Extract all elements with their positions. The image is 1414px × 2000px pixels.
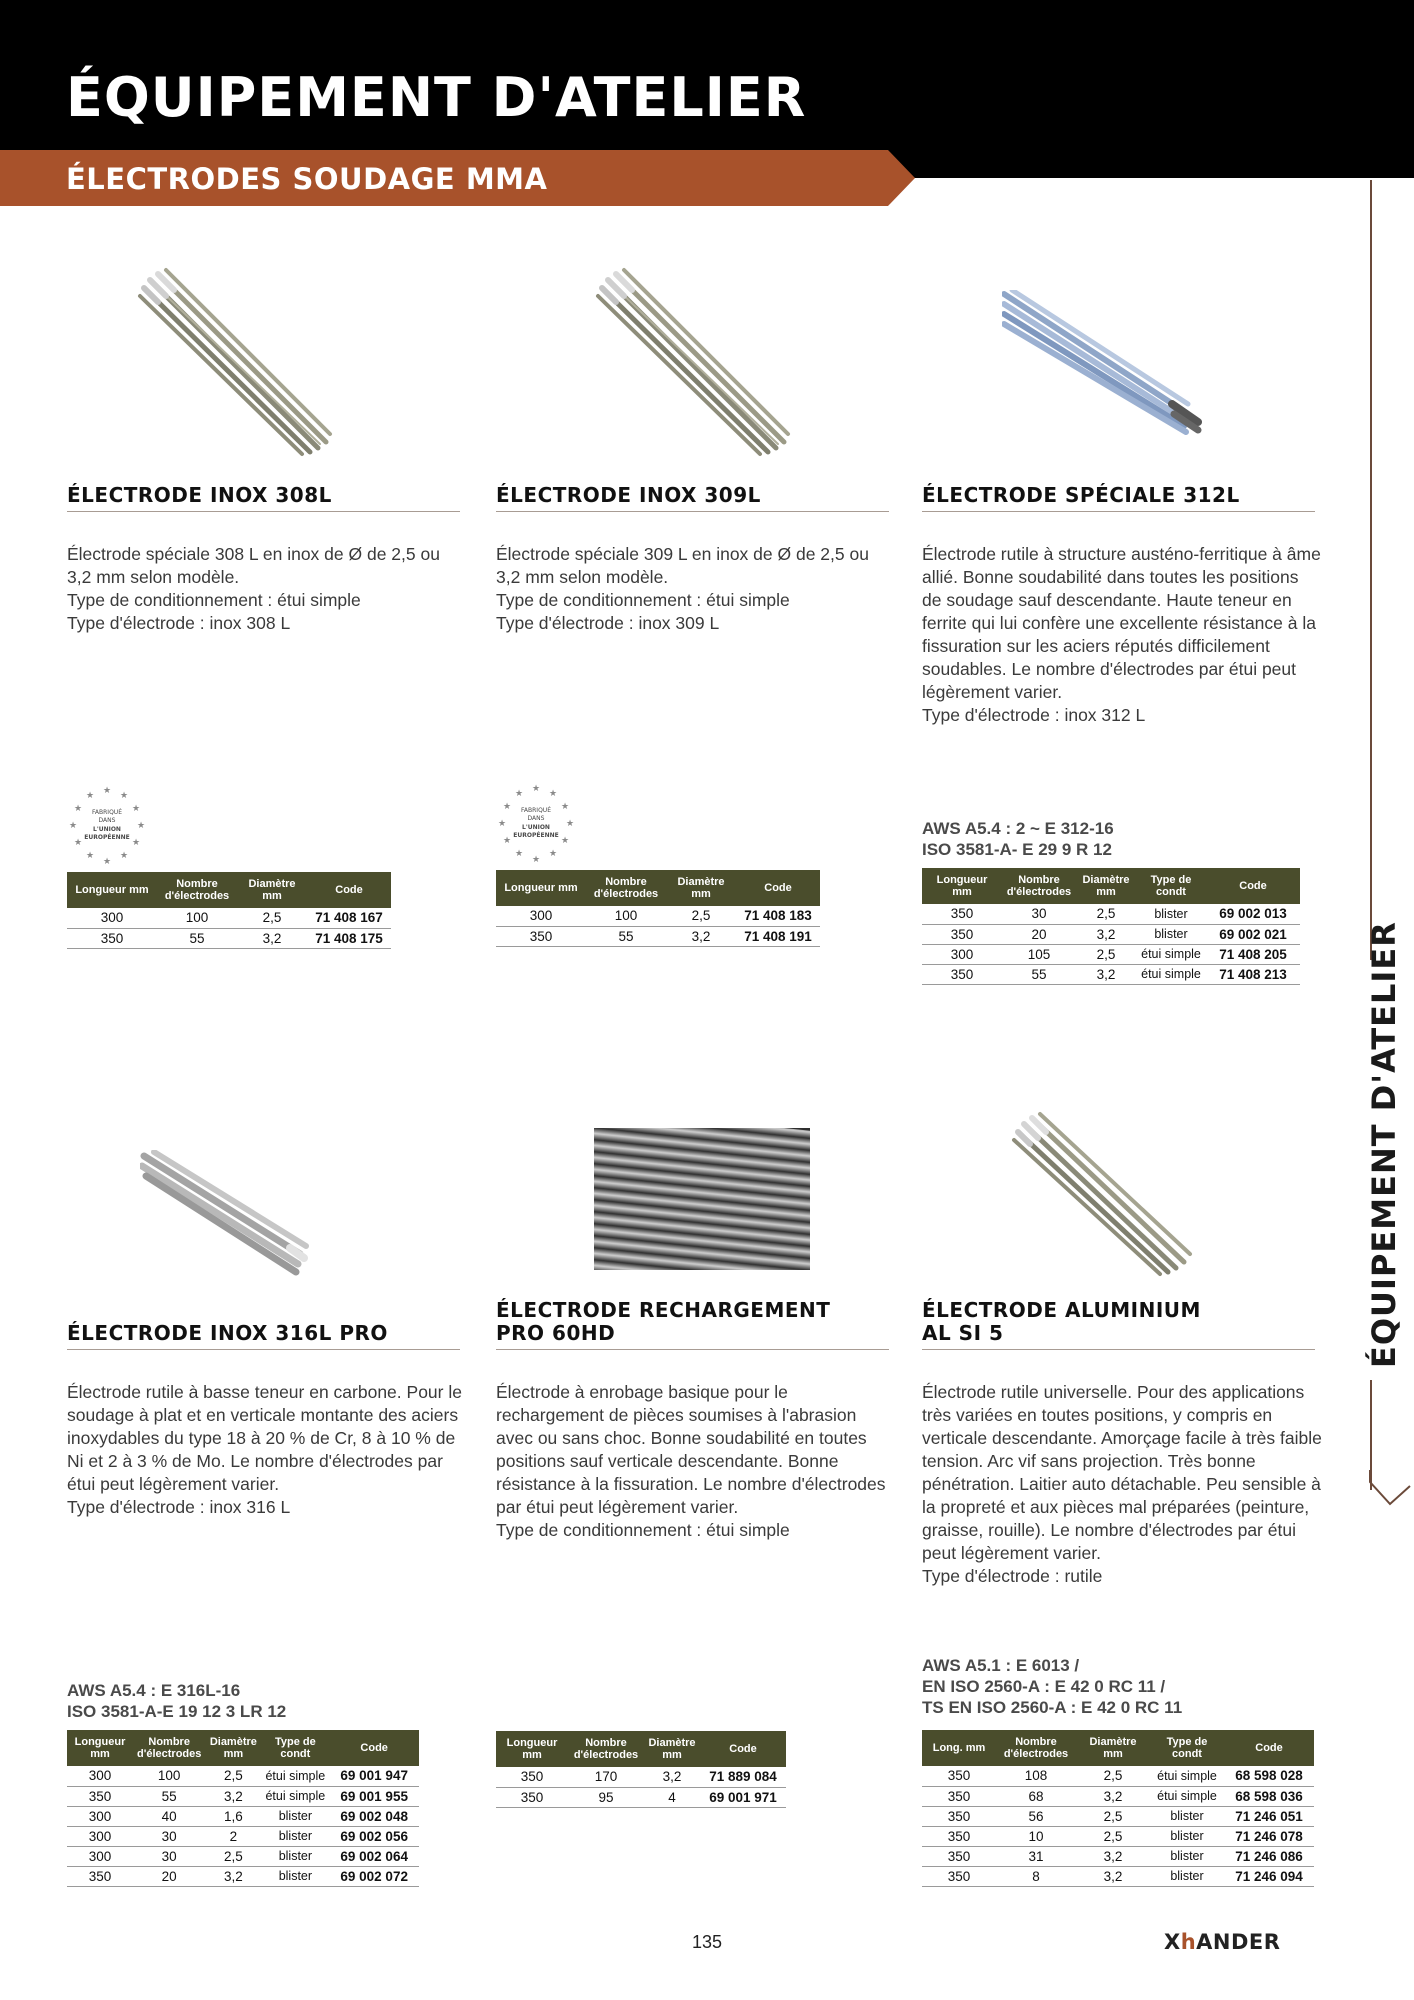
table-cell: 71 246 078: [1224, 1826, 1314, 1846]
table-cell: 2,5: [1076, 1806, 1150, 1826]
norm-references: [922, 818, 1114, 860]
column-header: Nombre d'électrodes: [157, 872, 237, 908]
svg-text:★: ★: [514, 788, 524, 798]
spec-table: [496, 870, 820, 947]
electrode-aluminium-image: [1010, 1108, 1200, 1278]
table-row: [67, 1806, 419, 1826]
table-cell: 2: [205, 1826, 261, 1846]
table-cell: blister: [261, 1846, 329, 1866]
norm-line: AWS A5.4 : E 316L-16: [67, 1681, 241, 1700]
svg-text:★: ★: [68, 820, 78, 830]
table-cell: 300: [67, 1806, 133, 1826]
table-cell: 95: [568, 1787, 644, 1807]
table-cell: 2,5: [1076, 1826, 1150, 1846]
spec-table: [922, 868, 1300, 985]
table-cell: 350: [922, 904, 1002, 924]
description-line: Électrode rutile universelle. Pour des applications très variées en toutes positions, y compris en verticale descendante. Amorçage facile à très faible tension. Arc vif sans projection. Très bonne pénétration. Laitier auto détachable. Peu sensible à la propreté et aux pièces mal préparées (peinture, graisse, rouille). Le nombre d'électrodes par étui peut légèrement varier.: [922, 1382, 1322, 1563]
table-cell: 71 408 191: [736, 926, 820, 946]
column-header: Code: [307, 872, 391, 908]
table-row: [922, 1826, 1314, 1846]
table-cell: étui simple: [261, 1786, 329, 1806]
table-cell: 30: [133, 1846, 205, 1866]
product-description: [496, 1381, 896, 1542]
table-cell: 300: [67, 908, 157, 928]
column-header: Code: [329, 1730, 419, 1766]
badge-text: L'UNION: [522, 824, 550, 831]
table-cell: 8: [996, 1866, 1076, 1886]
badge-text: L'UNION: [93, 826, 121, 833]
table-cell: 71 246 051: [1224, 1806, 1314, 1826]
product-description: [922, 543, 1322, 727]
table-cell: 71 408 167: [307, 908, 391, 928]
column-header: Longueur mm: [67, 1730, 133, 1766]
product-title: ÉLECTRODE RECHARGEMENT PRO 60HD: [496, 1299, 889, 1350]
column-header: Longueur mm: [496, 870, 586, 906]
table-row: [922, 1766, 1314, 1786]
table-cell: 71 408 205: [1206, 944, 1300, 964]
product-title: ÉLECTRODE INOX 316L PRO: [67, 1322, 460, 1350]
description-line: Électrode à enrobage basique pour le rechargement de pièces soumises à l'abrasion avec ou sans choc. Bonne soudabilité en toutes positions sauf verticale descendante. Bonne résistance à la fissuration. Le nombre d'électrodes par étui peut légèrement varier.: [496, 1382, 886, 1517]
table-row: [496, 1787, 786, 1807]
table-row: [67, 1866, 419, 1886]
description-line: Type d'électrode : inox 316 L: [67, 1497, 291, 1517]
column-header: Nombre d'électrodes: [586, 870, 666, 906]
table-cell: blister: [1150, 1806, 1224, 1826]
table-cell: 71 889 084: [700, 1767, 786, 1787]
table-cell: 69 001 947: [329, 1766, 419, 1786]
spec-table: [922, 1730, 1314, 1887]
table-cell: 4: [644, 1787, 700, 1807]
table-cell: 350: [67, 1866, 133, 1886]
norm-line: EN ISO 2560-A : E 42 0 RC 11 /: [922, 1677, 1166, 1696]
table-row: [67, 908, 391, 928]
table-header-row: [922, 868, 1300, 904]
table-cell: 350: [922, 1866, 996, 1886]
table-row: [922, 1866, 1314, 1886]
electrode-rechargement-image: [594, 1128, 810, 1270]
svg-text:★: ★: [85, 850, 95, 860]
side-section-label: ÉQUIPEMENT D'ATELIER: [1365, 921, 1403, 1368]
table-cell: étui simple: [261, 1766, 329, 1786]
norm-line: ISO 3581-A- E 29 9 R 12: [922, 840, 1112, 859]
table-header-row: [67, 1730, 419, 1766]
page-number: 135: [691, 1932, 723, 1952]
table-cell: étui simple: [1136, 944, 1206, 964]
table-cell: 3,2: [205, 1786, 261, 1806]
table-row: [922, 1846, 1314, 1866]
svg-text:★: ★: [565, 818, 575, 828]
table-cell: 69 001 955: [329, 1786, 419, 1806]
table-cell: 1,6: [205, 1806, 261, 1826]
table-cell: 2,5: [1076, 904, 1136, 924]
column-header: Diamètre mm: [1076, 1730, 1150, 1766]
table-cell: 108: [996, 1766, 1076, 1786]
column-header: Long. mm: [922, 1730, 996, 1766]
brand-logo: XhANDER: [1164, 1930, 1281, 1954]
table-cell: 3,2: [666, 926, 736, 946]
table-cell: 3,2: [644, 1767, 700, 1787]
product-description: [67, 1381, 467, 1519]
eu-made-badge: [495, 782, 577, 864]
table-cell: étui simple: [1150, 1766, 1224, 1786]
column-header: Diamètre mm: [237, 872, 307, 908]
column-header: Nombre d'électrodes: [568, 1731, 644, 1767]
table-cell: 3,2: [1076, 964, 1136, 984]
table-cell: 350: [496, 1787, 568, 1807]
table-row: [67, 1846, 419, 1866]
table-cell: 69 002 021: [1206, 924, 1300, 944]
table-cell: 3,2: [1076, 1846, 1150, 1866]
table-header-row: [496, 1731, 786, 1767]
product-description: [496, 543, 896, 635]
badge-text: DANS: [527, 815, 545, 822]
table-cell: 69 002 056: [329, 1826, 419, 1846]
svg-text:★: ★: [548, 848, 558, 858]
badge-text: EUROPÉENNE: [84, 834, 130, 841]
eu-made-badge: [66, 784, 148, 866]
table-cell: 55: [1002, 964, 1076, 984]
table-row: [922, 1786, 1314, 1806]
table-cell: 300: [922, 944, 1002, 964]
table-cell: 71 408 183: [736, 906, 820, 926]
table-cell: 300: [67, 1826, 133, 1846]
chevron-down-icon: [1368, 1468, 1412, 1508]
table-row: [67, 928, 391, 948]
spec-table: [67, 872, 391, 949]
badge-text: FABRIQUÉ: [521, 807, 551, 814]
svg-text:★: ★: [531, 783, 541, 793]
table-cell: blister: [1150, 1826, 1224, 1846]
table-cell: 55: [133, 1786, 205, 1806]
table-cell: 350: [496, 926, 586, 946]
norm-references: [922, 1655, 1182, 1718]
column-header: Diamètre mm: [666, 870, 736, 906]
electrode-309l-image: [588, 258, 798, 458]
table-cell: 20: [133, 1866, 205, 1886]
electrode-312l-image: [1002, 290, 1202, 450]
electrode-316l-image: [140, 1150, 310, 1280]
table-cell: 20: [1002, 924, 1076, 944]
column-header: Code: [700, 1731, 786, 1767]
table-cell: 350: [67, 928, 157, 948]
product-description: [922, 1381, 1322, 1588]
table-cell: 350: [922, 1766, 996, 1786]
column-header: Nombre d'électrodes: [996, 1730, 1076, 1766]
description-line: Type d'électrode : inox 309 L: [496, 613, 720, 633]
svg-text:★: ★: [131, 837, 141, 847]
badge-text: EUROPÉENNE: [513, 832, 559, 839]
svg-text:★: ★: [560, 835, 570, 845]
table-row: [67, 1826, 419, 1846]
table-row: [67, 1766, 419, 1786]
table-cell: 350: [922, 1826, 996, 1846]
table-cell: 350: [922, 964, 1002, 984]
product-title: ÉLECTRODE ALUMINIUM AL SI 5: [922, 1299, 1315, 1350]
table-cell: 2,5: [1076, 944, 1136, 964]
page-title: ÉQUIPEMENT D'ATELIER: [66, 66, 807, 129]
table-cell: 30: [133, 1826, 205, 1846]
column-header: Nombre d'électrodes: [133, 1730, 205, 1766]
table-cell: 350: [922, 924, 1002, 944]
svg-text:★: ★: [119, 850, 129, 860]
table-row: [922, 924, 1300, 944]
column-header: Diamètre mm: [205, 1730, 261, 1766]
svg-text:★: ★: [102, 785, 112, 795]
table-cell: 170: [568, 1767, 644, 1787]
table-cell: 30: [1002, 904, 1076, 924]
table-cell: étui simple: [1150, 1786, 1224, 1806]
table-cell: blister: [261, 1866, 329, 1886]
table-cell: 69 001 971: [700, 1787, 786, 1807]
table-row: [496, 906, 820, 926]
table-row: [922, 1806, 1314, 1826]
table-cell: 300: [67, 1766, 133, 1786]
table-header-row: [496, 870, 820, 906]
table-row: [496, 1767, 786, 1787]
table-row: [496, 926, 820, 946]
table-cell: 3,2: [1076, 1786, 1150, 1806]
svg-text:★: ★: [119, 790, 129, 800]
table-cell: 2,5: [666, 906, 736, 926]
product-title: ÉLECTRODE INOX 308L: [67, 484, 460, 512]
product-description: [67, 543, 467, 635]
table-cell: 350: [67, 1786, 133, 1806]
table-cell: blister: [261, 1826, 329, 1846]
table-cell: 350: [922, 1846, 996, 1866]
table-cell: 100: [157, 908, 237, 928]
table-cell: 350: [496, 1767, 568, 1787]
table-header-row: [922, 1730, 1314, 1766]
column-header: Code: [1206, 868, 1300, 904]
svg-text:★: ★: [502, 801, 512, 811]
table-cell: blister: [1136, 904, 1206, 924]
table-cell: 3,2: [237, 928, 307, 948]
svg-text:★: ★: [531, 854, 541, 864]
table-cell: 300: [67, 1846, 133, 1866]
description-line: Type de conditionnement : étui simple: [496, 590, 790, 610]
table-row: [922, 964, 1300, 984]
table-cell: 105: [1002, 944, 1076, 964]
norm-line: TS EN ISO 2560-A : E 42 0 RC 11: [922, 1698, 1183, 1717]
table-cell: 2,5: [237, 908, 307, 928]
table-cell: 69 002 013: [1206, 904, 1300, 924]
svg-text:★: ★: [514, 848, 524, 858]
svg-text:★: ★: [102, 856, 112, 866]
column-header: Longueur mm: [922, 868, 1002, 904]
description-line: Électrode spéciale 309 L en inox de Ø de 2,5 ou 3,2 mm selon modèle.: [496, 544, 869, 587]
table-cell: 69 002 072: [329, 1866, 419, 1886]
table-cell: 55: [586, 926, 666, 946]
table-cell: 2,5: [205, 1766, 261, 1786]
svg-text:★: ★: [131, 803, 141, 813]
column-header: Type de condt: [261, 1730, 329, 1766]
norm-line: AWS A5.1 : E 6013 /: [922, 1656, 1080, 1675]
table-header-row: [67, 872, 391, 908]
table-cell: étui simple: [1136, 964, 1206, 984]
section-subtitle: ÉLECTRODES SOUDAGE MMA: [66, 162, 548, 196]
column-header: Code: [736, 870, 820, 906]
table-cell: 55: [157, 928, 237, 948]
description-line: Type d'électrode : inox 312 L: [922, 705, 1146, 725]
table-cell: blister: [1150, 1846, 1224, 1866]
description-line: Électrode rutile à basse teneur en carbone. Pour le soudage à plat et en verticale montante des aciers inoxydables du type 18 à 20 % de Cr, 8 à 10 % de Ni et 2 à 3 % de Mo. Le nombre d'électrodes par étui peut légèrement varier.: [67, 1382, 462, 1494]
table-cell: 2,5: [1076, 1766, 1150, 1786]
table-cell: 40: [133, 1806, 205, 1826]
description-line: Type d'électrode : rutile: [922, 1566, 1103, 1586]
side-divider-line: [1370, 180, 1372, 960]
table-cell: blister: [261, 1806, 329, 1826]
column-header: Longueur mm: [496, 1731, 568, 1767]
table-cell: blister: [1136, 924, 1206, 944]
svg-text:★: ★: [560, 801, 570, 811]
column-header: Type de condt: [1136, 868, 1206, 904]
table-cell: 71 246 086: [1224, 1846, 1314, 1866]
electrode-308l-image: [130, 258, 340, 458]
svg-text:★: ★: [548, 788, 558, 798]
table-cell: 3,2: [1076, 1866, 1150, 1886]
table-cell: 56: [996, 1806, 1076, 1826]
table-cell: 68: [996, 1786, 1076, 1806]
badge-text: FABRIQUÉ: [92, 809, 122, 816]
table-cell: blister: [1150, 1866, 1224, 1886]
column-header: Diamètre mm: [644, 1731, 700, 1767]
product-title: ÉLECTRODE SPÉCIALE 312L: [922, 484, 1315, 512]
svg-text:★: ★: [497, 818, 507, 828]
table-cell: 3,2: [1076, 924, 1136, 944]
table-row: [67, 1786, 419, 1806]
badge-text: DANS: [98, 817, 116, 824]
table-cell: 68 598 036: [1224, 1786, 1314, 1806]
table-cell: 10: [996, 1826, 1076, 1846]
column-header: Type de condt: [1150, 1730, 1224, 1766]
column-header: Longueur mm: [67, 872, 157, 908]
svg-text:★: ★: [136, 820, 146, 830]
norm-line: ISO 3581-A-E 19 12 3 LR 12: [67, 1702, 287, 1721]
table-cell: 69 002 064: [329, 1846, 419, 1866]
table-cell: 300: [496, 906, 586, 926]
table-row: [922, 904, 1300, 924]
norm-references: [67, 1680, 286, 1722]
spec-table: [67, 1730, 419, 1887]
table-cell: 71 246 094: [1224, 1866, 1314, 1886]
description-line: Type de conditionnement : étui simple: [67, 590, 361, 610]
table-cell: 31: [996, 1846, 1076, 1866]
table-row: [922, 944, 1300, 964]
svg-text:★: ★: [73, 803, 83, 813]
spec-table: [496, 1731, 786, 1808]
table-cell: 3,2: [205, 1866, 261, 1886]
table-cell: 68 598 028: [1224, 1766, 1314, 1786]
column-header: Code: [1224, 1730, 1314, 1766]
table-cell: 69 002 048: [329, 1806, 419, 1826]
svg-text:★: ★: [502, 835, 512, 845]
description-line: Type de conditionnement : étui simple: [496, 1520, 790, 1540]
table-cell: 71 408 213: [1206, 964, 1300, 984]
description-line: Électrode rutile à structure austéno-ferritique à âme allié. Bonne soudabilité dans toutes les positions de soudage sauf descendante. Haute teneur en ferrite qui lui confère une excellente résistance à la fissuration sur les aciers réputés difficilement soudables. Le nombre d'électrodes par étui peut légèrement varier.: [922, 544, 1321, 702]
table-cell: 71 408 175: [307, 928, 391, 948]
table-cell: 100: [586, 906, 666, 926]
description-line: Type d'électrode : inox 308 L: [67, 613, 291, 633]
table-cell: 350: [922, 1806, 996, 1826]
column-header: Nombre d'électrodes: [1002, 868, 1076, 904]
table-cell: 2,5: [205, 1846, 261, 1866]
product-title: ÉLECTRODE INOX 309L: [496, 484, 889, 512]
column-header: Diamètre mm: [1076, 868, 1136, 904]
norm-line: AWS A5.4 : 2 ~ E 312-16: [922, 819, 1114, 838]
svg-text:★: ★: [73, 837, 83, 847]
description-line: Électrode spéciale 308 L en inox de Ø de 2,5 ou 3,2 mm selon modèle.: [67, 544, 440, 587]
table-cell: 350: [922, 1786, 996, 1806]
table-cell: 100: [133, 1766, 205, 1786]
svg-text:★: ★: [85, 790, 95, 800]
